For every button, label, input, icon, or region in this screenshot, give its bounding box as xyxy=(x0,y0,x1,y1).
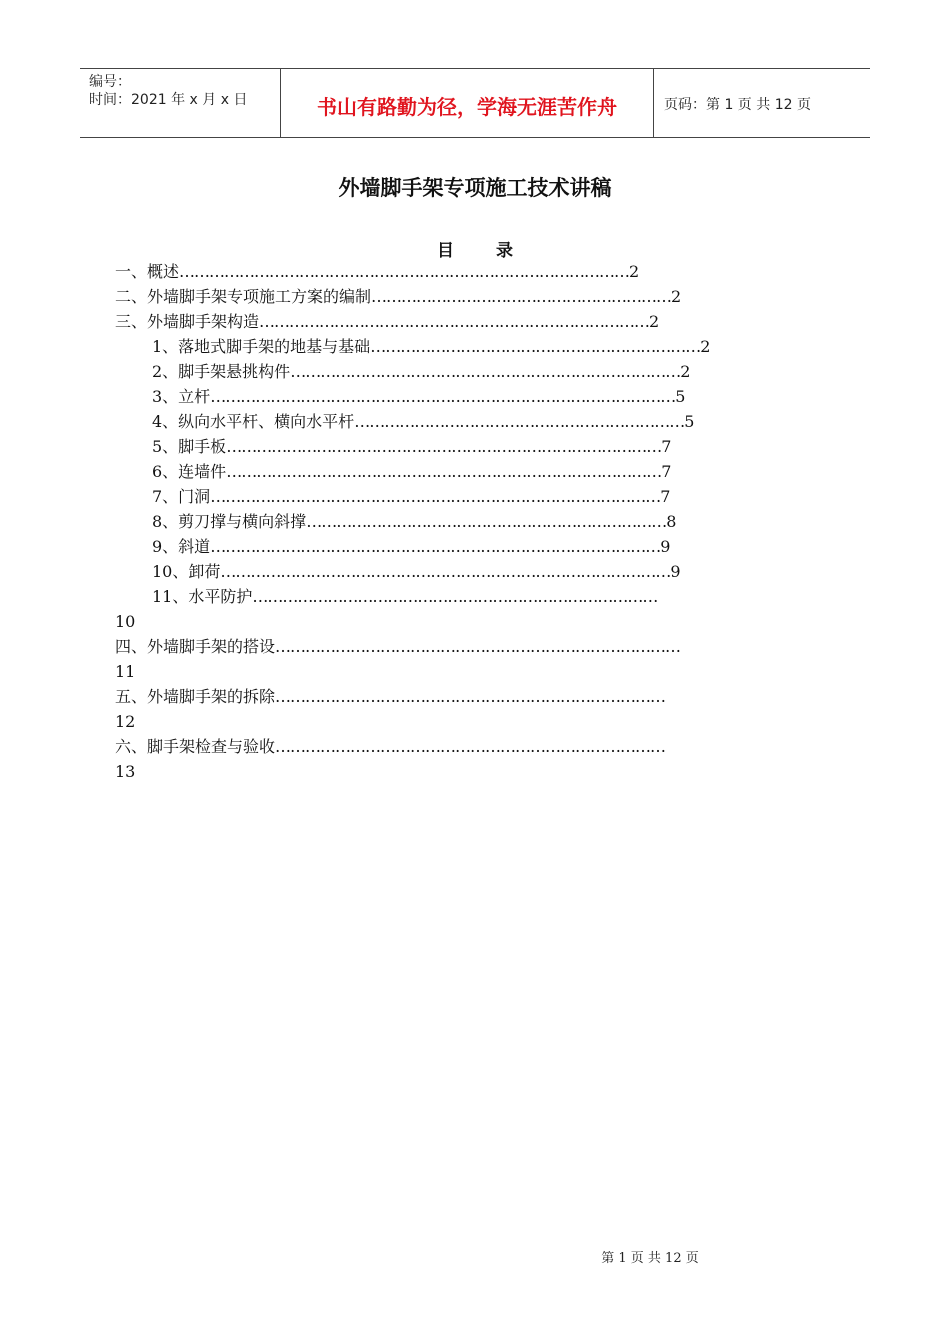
toc-entry[interactable]: 四、外墙脚手架的搭设……………………………………………………………………… xyxy=(115,637,681,656)
toc-entry[interactable]: 10、卸荷………………………………………………………………………………9 xyxy=(152,562,681,581)
toc-entry[interactable]: 5、脚手板……………………………………………………………………………7 xyxy=(152,437,672,456)
toc-entry[interactable]: 三、外墙脚手架构造……………………………………………………………………2 xyxy=(115,312,660,331)
toc-entry[interactable]: 6、连墙件……………………………………………………………………………7 xyxy=(152,462,672,481)
toc-entry[interactable]: 3、立杆…………………………………………………………………………………5 xyxy=(152,387,686,406)
toc-entry[interactable]: 2、脚手架悬挑构件……………………………………………………………………2 xyxy=(152,362,691,381)
toc-heading: 目 录 xyxy=(437,241,531,261)
toc-entry[interactable]: 五、外墙脚手架的拆除…………………………………………………………………… xyxy=(115,687,666,706)
header-motto: 书山有路勤为径，学海无涯苦作舟 xyxy=(281,69,654,137)
toc-entry[interactable]: 二、外墙脚手架专项施工方案的编制……………………………………………………2 xyxy=(115,287,682,306)
toc-entry[interactable]: 8、剪刀撑与横向斜撑………………………………………………………………8 xyxy=(152,512,677,531)
toc-entry[interactable]: 六、脚手架检查与验收…………………………………………………………………… xyxy=(115,737,666,756)
toc-entry[interactable]: 1、落地式脚手架的地基与基础…………………………………………………………2 xyxy=(152,337,711,356)
header-page-info: 页码：第 1 页 共 12 页 xyxy=(664,97,811,113)
table-of-contents xyxy=(115,259,840,784)
toc-entry-page: 10 xyxy=(115,612,136,631)
number-label: 编号： xyxy=(89,74,131,90)
toc-entry-page: 13 xyxy=(115,762,136,781)
document-title: 外墙脚手架专项施工技术讲稿 xyxy=(338,176,612,200)
toc-entry[interactable]: 7、门洞………………………………………………………………………………7 xyxy=(152,487,671,506)
page-header xyxy=(80,68,870,138)
toc-entry[interactable]: 9、斜道………………………………………………………………………………9 xyxy=(152,537,671,556)
toc-entry[interactable]: 一、概述………………………………………………………………………………2 xyxy=(115,262,640,281)
page-footer: 第 1 页 共 12 页 xyxy=(601,1251,699,1266)
toc-entry[interactable]: 11、水平防护……………………………………………………………………… xyxy=(152,587,658,606)
time-label: 时间：2021 年 x 月 x 日 xyxy=(89,92,248,108)
toc-entry[interactable]: 4、纵向水平杆、横向水平杆…………………………………………………………5 xyxy=(152,412,695,431)
toc-entry-page: 12 xyxy=(115,712,136,731)
header-meta xyxy=(80,69,281,137)
toc-entry-page: 11 xyxy=(115,662,136,681)
